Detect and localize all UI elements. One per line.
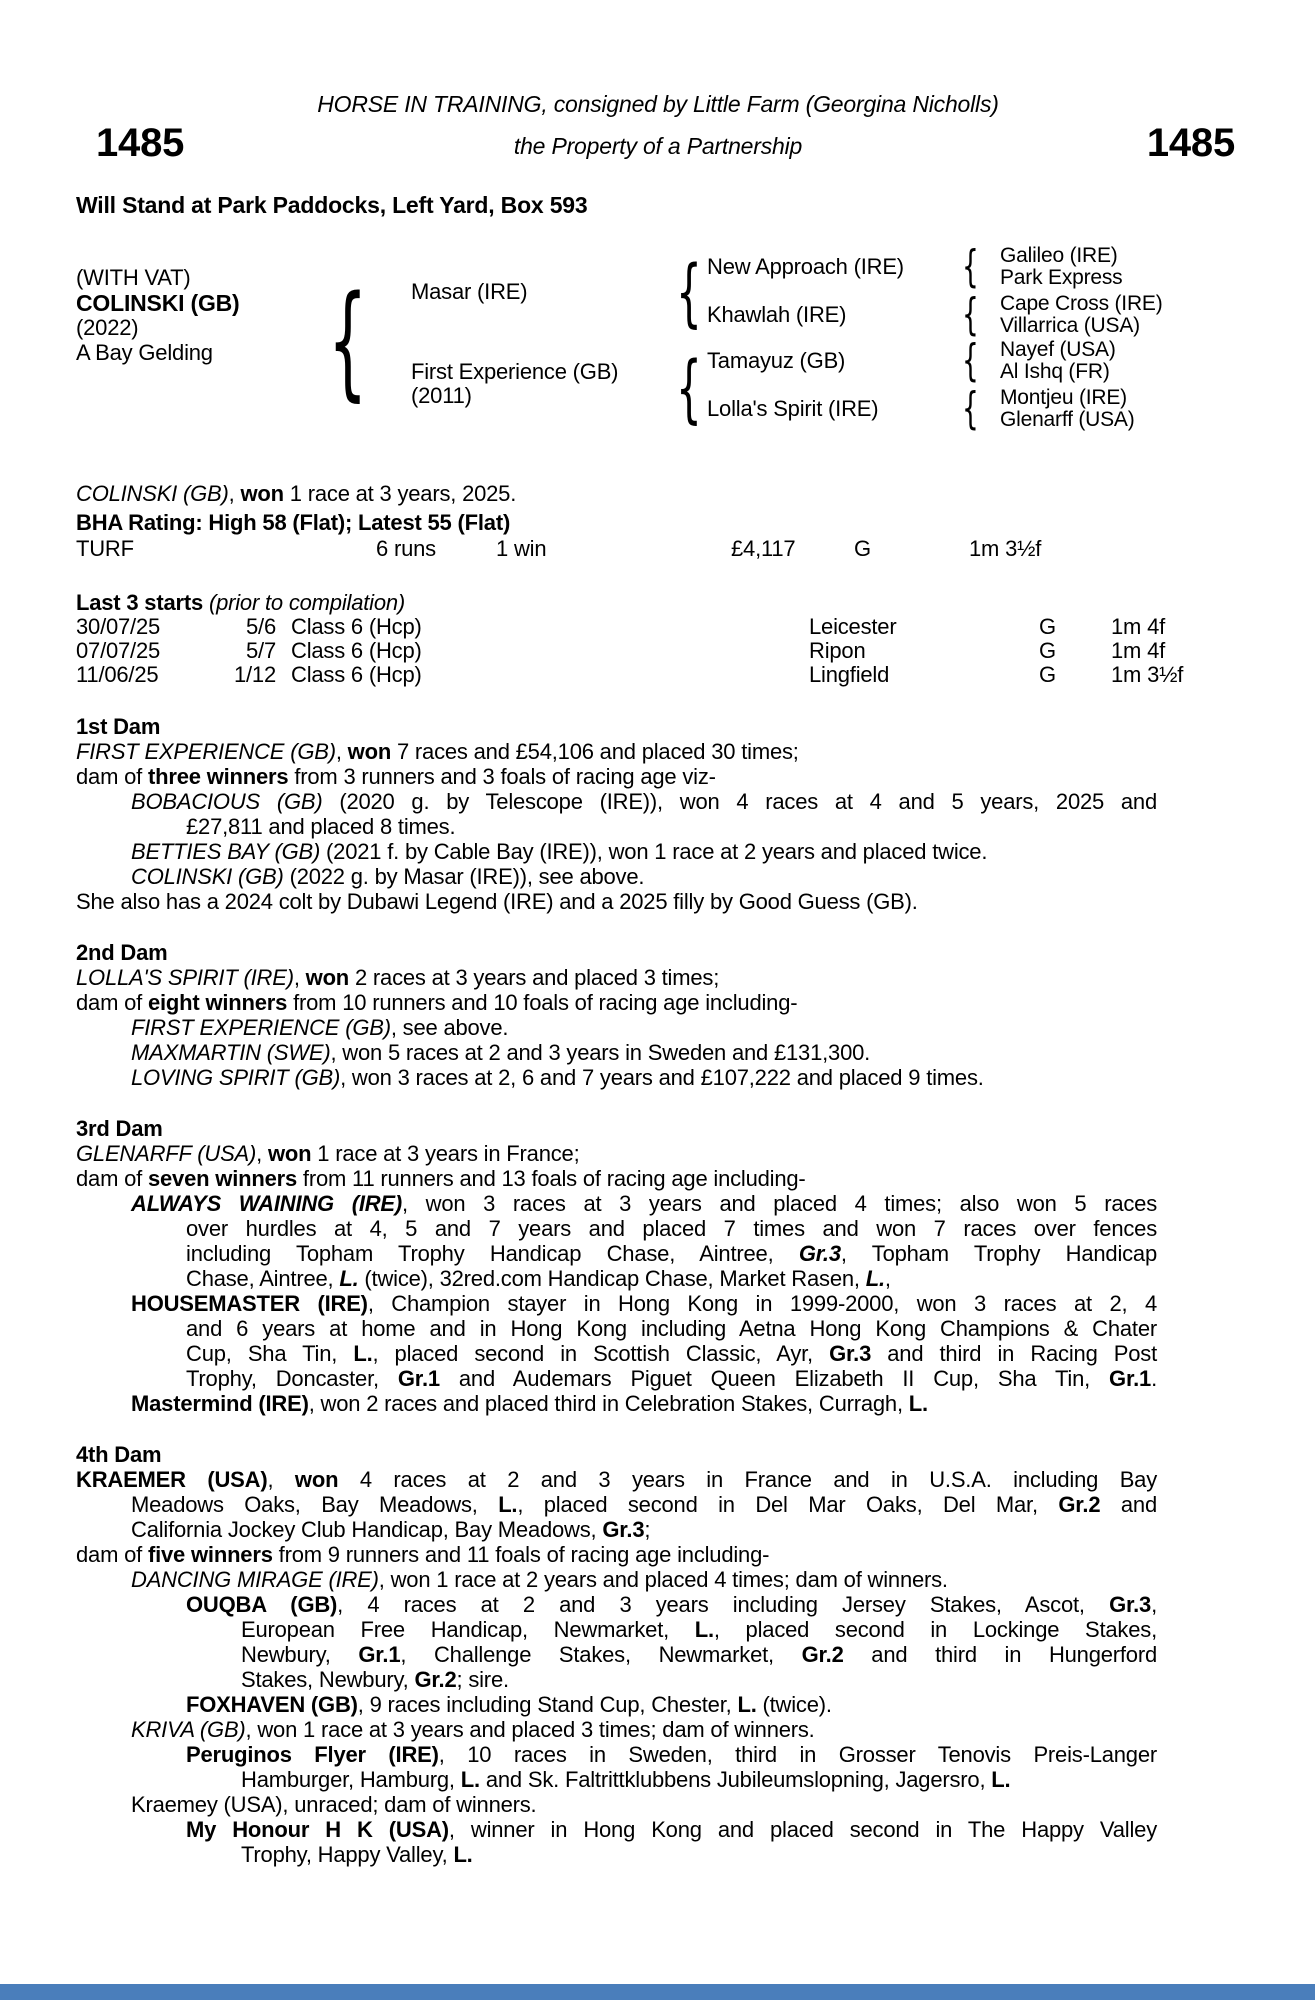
text-segment: 2 races at 3 years and placed 3 times; (349, 965, 720, 990)
pedigree-text-line (186, 1241, 1157, 1266)
text-segment: European Free Handicap, Newmarket, (241, 1617, 695, 1642)
text-segment: Gr.3 (829, 1341, 872, 1366)
start-date: 07/07/25 (76, 638, 161, 663)
pedigree-text-line (76, 990, 1157, 1015)
text-segment: KRIVA (GB) (131, 1717, 246, 1742)
text-segment: L. (991, 1767, 1011, 1792)
start-race-class: Class 6 (Hcp) (291, 638, 422, 663)
pedigree-text-line (186, 814, 1157, 839)
text-segment: Gr.3 (1109, 1592, 1152, 1617)
pedigree-text-line (76, 1166, 1157, 1191)
great-grandparent-name: Park Express (1000, 266, 1123, 289)
pedigree-text-line (131, 1015, 1157, 1040)
pedigree-text-line (76, 1467, 1157, 1492)
pedigree-text-line (131, 1040, 1157, 1065)
grandparent-name: Khawlah (IRE) (707, 302, 847, 327)
pedigree-text-line (131, 1391, 1157, 1416)
text-segment: L. (453, 1842, 473, 1867)
text-segment: Gr.2 (801, 1642, 844, 1667)
pedigree-brace-icon: { (676, 250, 702, 336)
start-date: 11/06/25 (76, 662, 159, 687)
dam-heading: 4th Dam (76, 1442, 162, 1467)
pedigree-text-line (186, 1316, 1157, 1341)
foal-year: (2022) (76, 315, 139, 340)
pedigree-text-line (241, 1767, 1157, 1792)
text-segment: and third in Hungerford (843, 1642, 1158, 1667)
pedigree-text-line (241, 1642, 1157, 1667)
grandparent-name: Tamayuz (GB) (707, 348, 846, 373)
sire-name: Masar (IRE) (411, 279, 528, 304)
pedigree-text-line (186, 1266, 1157, 1291)
lot-number-left: 1485 (96, 121, 185, 165)
text-segment: and Audemars Piguet Queen Elizabeth II Cup, Sha Tin, (439, 1366, 1110, 1391)
race-summary-won: won (240, 481, 284, 506)
text-segment: ; (644, 1517, 651, 1542)
pedigree-text (76, 714, 1157, 1867)
text-segment: , won 1 race at 3 years and placed 3 times; dam of winners. (245, 1717, 815, 1742)
text-segment: L. (353, 1341, 373, 1366)
pedigree-text-line (131, 1065, 1157, 1090)
start-going: G (1039, 662, 1056, 687)
text-segment: , placed second in Lockinge Stakes, (713, 1617, 1157, 1642)
text-segment: five winners (147, 1542, 273, 1567)
text-segment: , (335, 739, 348, 764)
text-segment: Cup, Sha Tin, (186, 1341, 354, 1366)
text-segment: , 4 races at 2 and 3 years including Jersey Stakes, Ascot, (337, 1592, 1110, 1617)
text-segment: £27,811 and placed 8 times. (186, 814, 456, 839)
text-segment: Gr.3 (602, 1517, 645, 1542)
last-starts-note: (prior to compilation) (208, 590, 406, 615)
text-segment: and Sk. Faltrittklubbens Jubileumslopning, Jagersro, (479, 1767, 992, 1792)
pedigree-text-line (186, 1592, 1157, 1617)
turf-runs: 6 runs (376, 536, 436, 561)
text-segment: Mastermind (IRE) (131, 1391, 309, 1416)
text-segment: dam of (76, 990, 148, 1015)
text-segment: Gr.1 (358, 1642, 401, 1667)
text-segment: and third in Racing Post (871, 1341, 1157, 1366)
text-segment: (2021 f. by Cable Bay (IRE)), won 1 race at 2 years and placed twice. (320, 839, 988, 864)
pedigree-text-line (131, 1191, 1157, 1216)
pedigree-text-line (186, 1216, 1157, 1241)
grandparent-name: New Approach (IRE) (707, 254, 904, 279)
text-segment: ; sire. (456, 1667, 509, 1692)
text-segment: dam of (76, 764, 148, 789)
text-segment: GLENARFF (USA) (76, 1141, 257, 1166)
pedigree-text-line (186, 1817, 1157, 1842)
pedigree-text-line (131, 789, 1157, 814)
text-segment: eight winners (147, 990, 288, 1015)
vat-note: (WITH VAT) (76, 265, 191, 290)
race-summary-line (76, 481, 516, 506)
dam-year: (2011) (411, 383, 472, 408)
text-segment: won (347, 739, 392, 764)
pedigree-text-line (76, 1542, 1157, 1567)
start-pos: 5/7 (246, 638, 276, 663)
text-segment: , won 1 race at 2 years and placed 4 times; dam of winners. (378, 1567, 948, 1592)
text-segment: , Challenge Stakes, Newmarket, (400, 1642, 802, 1667)
text-segment: Chase, Aintree, (186, 1266, 340, 1291)
start-course: Ripon (809, 638, 866, 663)
text-segment: (twice). (756, 1692, 832, 1717)
text-segment: 1 race at 3 years in France; (311, 1141, 580, 1166)
pedigree-tree (76, 240, 1240, 440)
dam-heading: 3rd Dam (76, 1116, 163, 1141)
pedigree-text-line (76, 889, 1157, 914)
text-segment: , won 3 races at 2, 6 and 7 years and £107,222 and placed 9 times. (340, 1065, 984, 1090)
text-segment: won (294, 1467, 339, 1492)
dam-section (76, 1442, 1157, 1867)
text-segment: She also has a 2024 colt by Dubawi Legend (IRE) and a 2025 filly by Good Guess (GB). (76, 889, 918, 914)
text-segment: , (1151, 1592, 1157, 1617)
text-segment: Gr.2 (1058, 1492, 1101, 1517)
text-segment: , winner in Hong Kong and placed second in The Happy Valley (448, 1817, 1158, 1842)
text-segment: L. (737, 1692, 757, 1717)
text-segment: (twice), 32red.com Handicap Chase, Market Rasen, (358, 1266, 866, 1291)
turf-earnings: £4,117 (731, 536, 796, 561)
text-segment: , (267, 1467, 295, 1492)
stand-location: Will Stand at Park Paddocks, Left Yard, Box 593 (76, 192, 588, 218)
pedigree-text-line (186, 1366, 1157, 1391)
text-segment: L. (694, 1617, 714, 1642)
great-grandparent-name: Villarrica (USA) (1000, 314, 1140, 337)
dam-heading: 1st Dam (76, 714, 161, 739)
text-segment: Meadows Oaks, Bay Meadows, (131, 1492, 499, 1517)
text-segment: , 9 races including Stand Cup, Chester, (357, 1692, 738, 1717)
text-segment: HOUSEMASTER (IRE) (131, 1291, 368, 1316)
start-pos: 1/12 (233, 662, 276, 687)
start-distance: 1m 3½f (1111, 662, 1184, 687)
text-segment: dam of (76, 1542, 148, 1567)
text-segment: three winners (147, 764, 289, 789)
text-segment: Trophy, Happy Valley, (241, 1842, 454, 1867)
turf-record-row (76, 536, 1240, 561)
dam-section (76, 1116, 1157, 1416)
text-segment: , won 5 races at 2 and 3 years in Sweden and £131,300. (330, 1040, 871, 1065)
consignment-title: HORSE IN TRAINING, consigned by Little Farm (Georgina Nicholls) (317, 91, 999, 117)
text-segment: , won 3 races at 3 years and placed 4 times; also won 5 races (402, 1191, 1157, 1216)
start-distance: 1m 4f (1111, 614, 1166, 639)
pedigree-text-line (131, 1492, 1157, 1517)
pedigree-text-line (131, 1517, 1157, 1542)
last-starts-heading (76, 590, 405, 615)
pedigree-text-line (186, 1692, 1157, 1717)
text-segment: BETTIES BAY (GB) (131, 839, 321, 864)
pedigree-text-line (131, 839, 1157, 864)
pedigree-text-line (76, 1141, 1157, 1166)
text-segment: L. (908, 1391, 928, 1416)
text-segment: California Jockey Club Handicap, Bay Meadows, (131, 1517, 603, 1542)
text-segment: , won 2 races and placed third in Celebration Stakes, Curragh, (308, 1391, 909, 1416)
text-segment: 7 races and £54,106 and placed 30 times; (391, 739, 799, 764)
turf-distance: 1m 3½f (969, 536, 1042, 561)
property-line: the Property of a Partnership (513, 133, 803, 159)
text-segment: , (293, 965, 306, 990)
last-starts-title: Last 3 starts (76, 590, 204, 615)
dam-heading: 2nd Dam (76, 940, 168, 965)
text-segment: L. (339, 1266, 359, 1291)
turf-surface: TURF (76, 536, 134, 561)
text-segment: won (267, 1141, 312, 1166)
bha-rating-line: BHA Rating: High 58 (Flat); Latest 55 (Flat) (76, 510, 511, 535)
pedigree-text-line (241, 1617, 1157, 1642)
text-segment: OUQBA (GB) (186, 1592, 338, 1617)
text-segment: from 11 runners and 13 foals of racing age including- (297, 1166, 806, 1191)
table-row (76, 639, 1240, 663)
text-segment: L. (865, 1266, 885, 1291)
great-grandparent-name: Al Ishq (FR) (1000, 360, 1110, 383)
text-segment: (2022 g. by Masar (IRE)), see above. (283, 864, 645, 889)
text-segment: , Champion stayer in Hong Kong in 1999-2000, won 3 races at 2, 4 (367, 1291, 1157, 1316)
dam-name: First Experience (GB) (411, 359, 619, 384)
text-segment: MAXMARTIN (SWE) (131, 1040, 331, 1065)
start-race-class: Class 6 (Hcp) (291, 614, 422, 639)
pedigree-text-line (76, 739, 1157, 764)
race-summary-rest: 1 race at 3 years, 2025. (283, 481, 517, 506)
pedigree-text-line (131, 1291, 1157, 1316)
pedigree-brace-icon: { (962, 335, 979, 386)
text-segment: , placed second in Del Mar Oaks, Del Mar, (517, 1492, 1059, 1517)
text-segment: DANCING MIRAGE (IRE) (131, 1567, 379, 1592)
text-segment: FOXHAVEN (GB) (186, 1692, 358, 1717)
text-segment: and 6 years at home and in Hong Kong including Aetna Hong Kong Champions & Chater (186, 1316, 1157, 1341)
text-segment: KRAEMER (USA) (76, 1467, 268, 1492)
table-row (76, 663, 1240, 687)
text-segment: My Honour H K (USA) (186, 1817, 449, 1842)
text-segment: L. (498, 1492, 518, 1517)
start-distance: 1m 4f (1111, 638, 1166, 663)
great-grandparent-name: Nayef (USA) (1000, 338, 1116, 361)
text-segment: from 3 runners and 3 foals of racing age viz- (288, 764, 716, 789)
text-segment: seven winners (147, 1166, 298, 1191)
pedigree-brace-icon: { (962, 383, 979, 434)
text-segment: , (884, 1266, 891, 1291)
start-date: 30/07/25 (76, 614, 161, 639)
text-segment: LOLLA'S SPIRIT (IRE) (76, 965, 294, 990)
start-race-class: Class 6 (Hcp) (291, 662, 422, 687)
pedigree-text-line (131, 1717, 1157, 1742)
table-row (76, 615, 1240, 639)
start-course: Leicester (809, 614, 897, 639)
text-segment: from 10 runners and 10 foals of racing age including- (287, 990, 798, 1015)
pedigree-brace-icon: { (962, 241, 979, 292)
text-segment: over hurdles at 4, 5 and 7 years and placed 7 times and won 7 races over fences (186, 1216, 1157, 1241)
text-segment: COLINSKI (GB) (131, 864, 284, 889)
text-segment: 4 races at 2 and 3 years in France and in U.S.A. including Bay (338, 1467, 1158, 1492)
lot-number-right: 1485 (1146, 121, 1235, 165)
great-grandparent-name: Galileo (IRE) (1000, 244, 1118, 267)
text-segment: FIRST EXPERIENCE (GB) (76, 739, 336, 764)
pedigree-text-line (241, 1842, 1157, 1867)
pedigree-brace-icon: { (676, 346, 702, 432)
dam-section (76, 940, 1157, 1090)
pedigree-text-line (76, 764, 1157, 789)
grandparent-name: Lolla's Spirit (IRE) (707, 396, 879, 421)
text-segment: Trophy, Doncaster, (186, 1366, 398, 1391)
text-segment: , 10 races in Sweden, third in Grosser Tenovis Preis-Langer (438, 1742, 1157, 1767)
pedigree-text-line (241, 1667, 1157, 1692)
text-segment: . (1151, 1366, 1157, 1391)
race-summary-horse: COLINSKI (GB) (76, 481, 229, 506)
text-segment: (2020 g. by Telescope (IRE)), won 4 races at 4 and 5 years, 2025 and (322, 789, 1157, 814)
dam-section (76, 714, 1157, 914)
race-summary-sep: , (228, 481, 241, 506)
text-segment: Hamburger, Hamburg, (241, 1767, 461, 1792)
text-segment: , placed second in Scottish Classic, Ayr, (372, 1341, 830, 1366)
pedigree-text-line (131, 864, 1157, 889)
text-segment: ALWAYS WAINING (IRE) (131, 1191, 403, 1216)
pedigree-text-line (186, 1341, 1157, 1366)
text-segment: Gr.1 (397, 1366, 440, 1391)
text-segment: LOVING SPIRIT (GB) (131, 1065, 341, 1090)
text-segment: Gr.3 (798, 1241, 841, 1266)
start-course: Lingfield (809, 662, 890, 687)
turf-wins: 1 win (496, 536, 547, 561)
great-grandparent-name: Montjeu (IRE) (1000, 386, 1127, 409)
text-segment: won (305, 965, 350, 990)
start-going: G (1039, 638, 1056, 663)
horse-name: COLINSKI (GB) (76, 290, 240, 316)
pedigree-brace-icon: { (328, 270, 368, 414)
text-segment: Peruginos Flyer (IRE) (186, 1742, 439, 1767)
text-segment: , (256, 1141, 268, 1166)
text-segment: Gr.1 (1109, 1366, 1152, 1391)
text-segment: Gr.2 (414, 1667, 457, 1692)
text-segment: Kraemey (USA), unraced; dam of winners. (131, 1792, 537, 1817)
start-pos: 5/6 (246, 614, 276, 639)
pedigree-text-line (76, 965, 1157, 990)
text-segment: Newbury, (241, 1642, 359, 1667)
pedigree-text-line (131, 1567, 1157, 1592)
text-segment: including Topham Trophy Handicap Chase, Aintree, (186, 1241, 799, 1266)
start-going: G (1039, 614, 1056, 639)
text-segment: , see above. (390, 1015, 509, 1040)
text-segment: and (1100, 1492, 1157, 1517)
text-segment: BOBACIOUS (GB) (131, 789, 323, 814)
text-segment: Stakes, Newbury, (241, 1667, 415, 1692)
pedigree-text-line (131, 1792, 1157, 1817)
text-segment: , Topham Trophy Handicap (840, 1241, 1157, 1266)
pedigree-brace-icon: { (962, 289, 979, 340)
great-grandparent-name: Cape Cross (IRE) (1000, 292, 1163, 315)
text-segment: FIRST EXPERIENCE (GB) (131, 1015, 391, 1040)
text-segment: from 9 runners and 11 foals of racing age including- (272, 1542, 770, 1567)
great-grandparent-name: Glenarff (USA) (1000, 408, 1135, 431)
footer-accent-bar (0, 1984, 1315, 2000)
text-segment: L. (460, 1767, 480, 1792)
pedigree-text-line (186, 1742, 1157, 1767)
last-starts-table (76, 615, 1240, 687)
turf-going: G (854, 536, 871, 561)
text-segment: dam of (76, 1166, 148, 1191)
horse-description: A Bay Gelding (76, 340, 213, 365)
